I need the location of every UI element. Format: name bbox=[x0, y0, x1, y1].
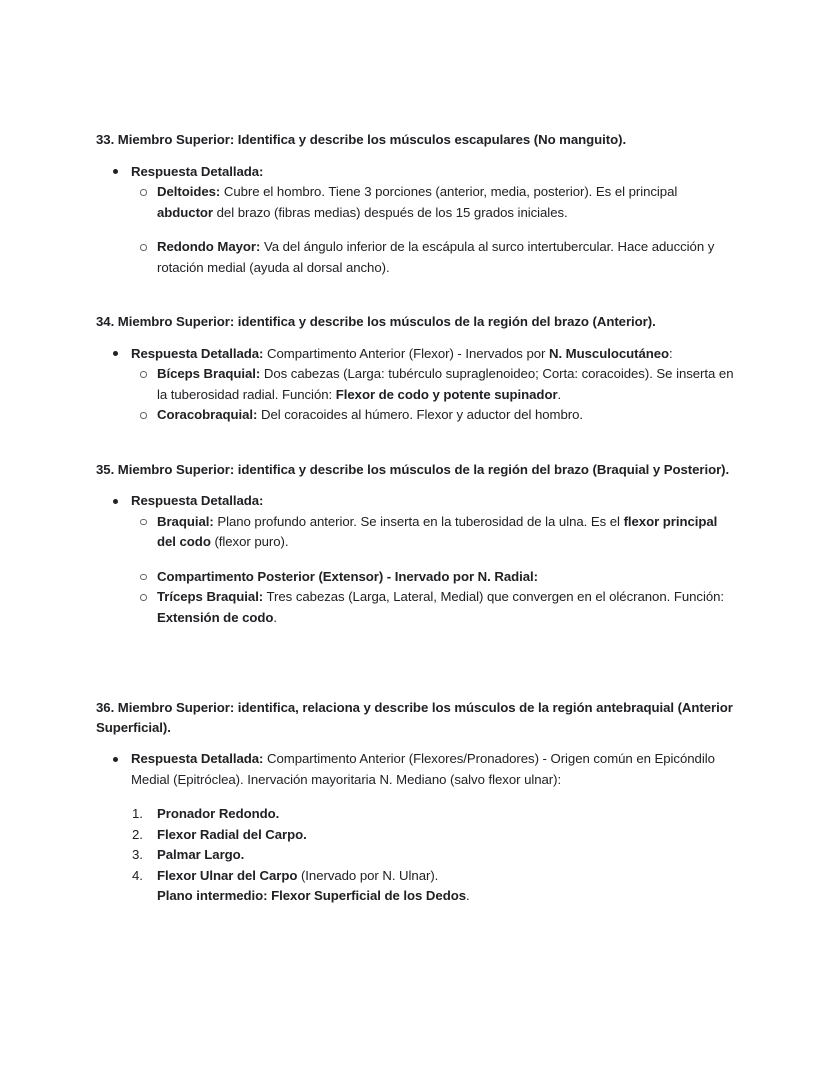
list-item-compartimento-posterior bbox=[96, 567, 736, 588]
numbered-item-1 bbox=[96, 804, 736, 825]
term-label: Plano intermedio: Flexor Superficial de los Dedos bbox=[157, 888, 466, 903]
item-body-post: . bbox=[557, 386, 562, 402]
item-body-post: . bbox=[273, 609, 278, 625]
term-label: Pronador Redondo. bbox=[157, 806, 280, 821]
section-spacer-large bbox=[96, 628, 736, 698]
section-q33 bbox=[96, 130, 736, 278]
answer-paragraph-36 bbox=[96, 749, 736, 790]
item-body-post: (flexor puro). bbox=[210, 534, 289, 549]
section-q34 bbox=[96, 312, 736, 426]
answer-paragraph-34 bbox=[96, 344, 736, 365]
item-body-pre: Plano profundo anterior. Se inserta en la tuberosidad de la ulna. Es el bbox=[213, 513, 624, 529]
list-item-braquial bbox=[96, 512, 736, 553]
list-number: 2. bbox=[132, 826, 143, 842]
bullet-disc-icon bbox=[113, 757, 118, 762]
answer-text-pre: Compartimento Anterior (Flexores/Pronadores) - Origen común en Epicóndilo Medial (Epitróclea). Inervación mayoritaria N. Mediano (salvo flexor ulnar): bbox=[131, 751, 715, 787]
section-spacer bbox=[96, 278, 736, 312]
term-label: Bíceps Braquial: bbox=[157, 366, 261, 381]
numbered-item-3 bbox=[96, 845, 736, 866]
answer-label-text: Respuesta Detallada: bbox=[131, 751, 264, 766]
question-heading-34: 34. Miembro Superior: identifica y describe los músculos de la región del brazo (Anterior). bbox=[96, 314, 656, 329]
answer-label-text: Respuesta Detallada: bbox=[131, 345, 264, 361]
list-number: 3. bbox=[132, 847, 143, 862]
term-label: Redondo Mayor: bbox=[157, 239, 261, 254]
question-heading-33: 33. Miembro Superior: Identifica y describe los músculos escapulares (No manguito). bbox=[96, 132, 627, 147]
item-body-bold: flexor principal del codo bbox=[157, 513, 718, 549]
list-item-plano-intermedio bbox=[96, 886, 736, 907]
section-q35 bbox=[96, 460, 736, 629]
list-item-biceps-braquial bbox=[96, 364, 736, 405]
answer-text-pre: Compartimento Anterior (Flexor) - Inervados por bbox=[263, 345, 549, 361]
question-heading-35: 35. Miembro Superior: identifica y describe los músculos de la región del brazo (Braquial y Posterior). bbox=[96, 461, 730, 477]
answer-label-text: Respuesta Detallada: bbox=[131, 163, 264, 179]
item-note: (Inervado por N. Ulnar). bbox=[297, 867, 439, 883]
item-body-pre: Cubre el hombro. Tiene 3 porciones (anterior, media, posterior). Es el principal bbox=[220, 184, 678, 199]
term-label: Coracobraquial: bbox=[157, 407, 258, 422]
list-item-triceps-braquial bbox=[96, 587, 736, 628]
list-item-coracobraquial bbox=[96, 405, 736, 426]
document-body bbox=[96, 130, 736, 907]
bullet-circle-icon bbox=[140, 244, 147, 251]
term-label: Flexor Ulnar del Carpo bbox=[157, 867, 298, 883]
numbered-item-4 bbox=[96, 866, 736, 887]
bullet-circle-icon bbox=[140, 574, 147, 581]
answer-label-33 bbox=[96, 162, 736, 183]
bullet-circle-icon bbox=[140, 519, 147, 526]
item-body-bold: Flexor de codo y potente supinador bbox=[335, 386, 558, 402]
term-label: Tríceps Braquial: bbox=[157, 589, 264, 604]
list-item-redondo-mayor bbox=[96, 237, 736, 278]
term-label: Compartimento Posterior (Extensor) - Inervado por N. Radial: bbox=[157, 568, 538, 584]
section-q36 bbox=[96, 698, 736, 907]
answer-text-bold: N. Musculocutáneo bbox=[548, 345, 670, 361]
term-label: Palmar Largo. bbox=[157, 847, 245, 862]
bullet-circle-icon bbox=[140, 412, 147, 419]
item-note: . bbox=[466, 888, 470, 903]
item-body-post: del brazo (fibras medias) después de los 15 grados iniciales. bbox=[213, 204, 568, 220]
item-body-pre: Dos cabezas (Larga: tubérculo supraglenoideo; Corta: coracoides). Se inserta en la tuberosidad radial. Función: bbox=[157, 366, 734, 402]
bullet-disc-icon bbox=[113, 499, 118, 504]
item-body-pre: Tres cabezas (Larga, Lateral, Medial) que convergen en el olécranon. Función: bbox=[263, 589, 725, 604]
list-number: 4. bbox=[132, 867, 143, 883]
bullet-circle-icon bbox=[140, 189, 147, 196]
bullet-circle-icon bbox=[140, 371, 147, 378]
list-number: 1. bbox=[132, 806, 143, 821]
term-label: Braquial: bbox=[157, 513, 214, 529]
numbered-item-2 bbox=[96, 825, 736, 846]
bullet-disc-icon bbox=[113, 351, 118, 356]
bullet-circle-icon bbox=[140, 594, 147, 601]
question-heading-36: 36. Miembro Superior: identifica, relaciona y describe los músculos de la región antebraquial (Anterior Superficial). bbox=[96, 700, 733, 735]
list-item-deltoides bbox=[96, 182, 736, 223]
item-body-pre: Va del ángulo inferior de la escápula al surco intertubercular. Hace aducción y rotación medial (ayuda al dorsal ancho). bbox=[157, 239, 715, 275]
section-spacer bbox=[96, 426, 736, 460]
answer-text-post: : bbox=[669, 345, 673, 361]
item-body-bold: Extensión de codo bbox=[157, 609, 274, 625]
item-body-bold: abductor bbox=[157, 204, 214, 220]
item-body-pre: Del coracoides al húmero. Flexor y aductor del hombro. bbox=[257, 407, 583, 422]
term-label: Flexor Radial del Carpo. bbox=[157, 826, 307, 842]
answer-label-35 bbox=[96, 491, 736, 512]
answer-label-text: Respuesta Detallada: bbox=[131, 493, 264, 508]
term-label: Deltoides: bbox=[157, 184, 221, 199]
bullet-disc-icon bbox=[113, 169, 118, 174]
